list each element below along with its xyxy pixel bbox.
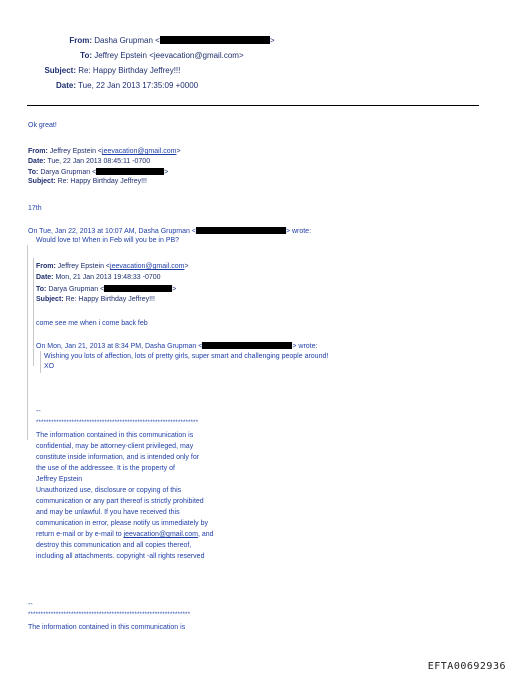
disclaimer-line-10-b: , and <box>197 531 214 538</box>
disclaimer-line-11: destroy this communication and all copies thereof, <box>36 542 192 549</box>
disclaimer-line-9: communication in error, please notify us immediately by <box>36 520 208 527</box>
redaction-bar <box>96 168 164 175</box>
disclaimer-line-10 <box>36 531 214 539</box>
msg1-date-label: Date: <box>28 158 46 165</box>
header-to-row <box>20 51 244 60</box>
quote2-intro <box>36 342 317 351</box>
disclaimer-stars: **************************************************************** <box>36 420 199 426</box>
msg1-email-link[interactable]: jeevacation@gmail.com <box>102 148 177 155</box>
disclaimer2-stars: **************************************************************** <box>28 612 191 618</box>
disclaimer-line-6: Unauthorized use, disclosure or copying of this <box>36 487 182 494</box>
quote2-line1: Wishing you lots of affection, lots of pretty girls, super smart and challenging people around! <box>44 353 329 360</box>
msg1-subject-value: Re: Happy Birthday Jeffrey!!! <box>57 178 147 185</box>
disclaimer-line-3: constitute inside information, and is intended only for <box>36 454 200 461</box>
msg2-date-row <box>36 274 161 282</box>
header-from-row <box>20 36 275 45</box>
disclaimer-line-1: The information contained in this communication is <box>36 432 194 439</box>
msg1-from-label: From: <box>28 148 48 155</box>
date-value: Tue, 22 Jan 2013 17:35:09 +0000 <box>78 81 199 90</box>
msg1-from-name: Jeffrey Epstein < <box>49 148 103 155</box>
msg2-to-row <box>36 285 176 294</box>
disclaimer-line-4: the use of the addressee. It is the property of <box>36 465 175 472</box>
msg2-subject-label: Subject: <box>36 296 64 303</box>
msg1-subject-label: Subject: <box>28 178 56 185</box>
header-subject-row <box>20 66 180 75</box>
redaction-bar <box>196 227 286 234</box>
redaction-bar <box>160 36 270 44</box>
quote-bar <box>40 351 41 373</box>
from-name: Dasha Grupman < <box>94 36 160 45</box>
msg1-to-label: To: <box>28 169 39 176</box>
subject-value: Re: Happy Birthday Jeffrey!!! <box>78 66 181 75</box>
quote2-intro-end: > wrote: <box>292 343 318 350</box>
msg1-to-end: > <box>164 169 169 176</box>
msg1-from-end: > <box>176 148 181 155</box>
msg2-to-value: Darya Grupman < <box>48 286 105 293</box>
quote1-text: Would love to! When in Feb will you be in PB? <box>36 237 180 244</box>
from-end: > <box>269 36 275 45</box>
disclaimer-email-link[interactable]: jeevacation@gmail.com <box>123 531 198 538</box>
quote1-intro-text: On Tue, Jan 22, 2013 at 10:07 AM, Dasha Grupman < <box>28 228 196 235</box>
date-label: Date: <box>55 81 76 90</box>
msg1-to-row <box>28 168 168 177</box>
disclaimer-line-5: Jeffrey Epstein <box>36 476 83 483</box>
reply-text: Ok great! <box>28 122 57 129</box>
disclaimer-line-12: including all attachments. copyright -all rights reserved <box>36 553 205 560</box>
msg2-to-end: > <box>172 286 177 293</box>
subject-label: Subject: <box>44 66 76 75</box>
redaction-bar <box>104 285 172 292</box>
redaction-bar <box>202 342 292 349</box>
msg2-email-link[interactable]: jeevacation@gmail.com <box>110 263 185 270</box>
to-value: Jeffrey Epstein <jeevacation@gmail.com> <box>94 51 244 60</box>
msg2-from-name: Jeffrey Epstein < <box>57 263 111 270</box>
msg2-date-label: Date: <box>36 274 54 281</box>
msg1-subject-row <box>28 178 147 186</box>
quote-bar <box>33 258 34 366</box>
disclaimer2-line-1: The information contained in this communication is <box>28 624 186 631</box>
quote2-intro-text: On Mon, Jan 21, 2013 at 8:34 PM, Dasha Grupman < <box>36 343 203 350</box>
msg2-date-value: Mon, 21 Jan 2013 19:48:33 -0700 <box>55 274 161 281</box>
msg2-from-end: > <box>184 263 189 270</box>
disclaimer-line-7: communication or any part thereof is strictly prohibited <box>36 498 204 505</box>
msg1-date-row <box>28 158 150 166</box>
msg1-from-row <box>28 148 181 156</box>
msg2-to-label: To: <box>36 286 47 293</box>
to-label: To: <box>80 51 92 60</box>
msg2-subject-value: Re: Happy Birthday Jeffrey!!! <box>65 296 155 303</box>
quote1-intro <box>28 227 311 236</box>
from-label: From: <box>69 36 92 45</box>
disclaimer2-dashes: -- <box>28 601 33 608</box>
disclaimer-line-8: and may be unlawful. If you have received this <box>36 509 180 516</box>
msg1-text: 17th <box>28 205 42 212</box>
msg2-from-row <box>36 263 189 271</box>
disclaimer-line-2: confidential, may be attorney-client privileged, may <box>36 443 194 450</box>
disclaimer-dashes: -- <box>36 408 41 415</box>
quote-bar <box>27 245 28 440</box>
quote1-intro-end: > wrote: <box>285 228 312 235</box>
msg2-from-label: From: <box>36 263 56 270</box>
header-divider <box>27 105 479 106</box>
msg1-date-value: Tue, 22 Jan 2013 08:45:11 -0700 <box>47 158 151 165</box>
header-date-row <box>20 81 198 90</box>
quote2-line2: XO <box>44 363 55 370</box>
disclaimer-line-10-a: return e-mail or by e-mail to <box>36 531 124 538</box>
document-id: EFTA00692936 <box>427 661 506 672</box>
msg1-to-value: Darya Grupman < <box>40 169 97 176</box>
msg2-subject-row <box>36 296 155 304</box>
msg2-text: come see me when i come back feb <box>36 320 148 327</box>
